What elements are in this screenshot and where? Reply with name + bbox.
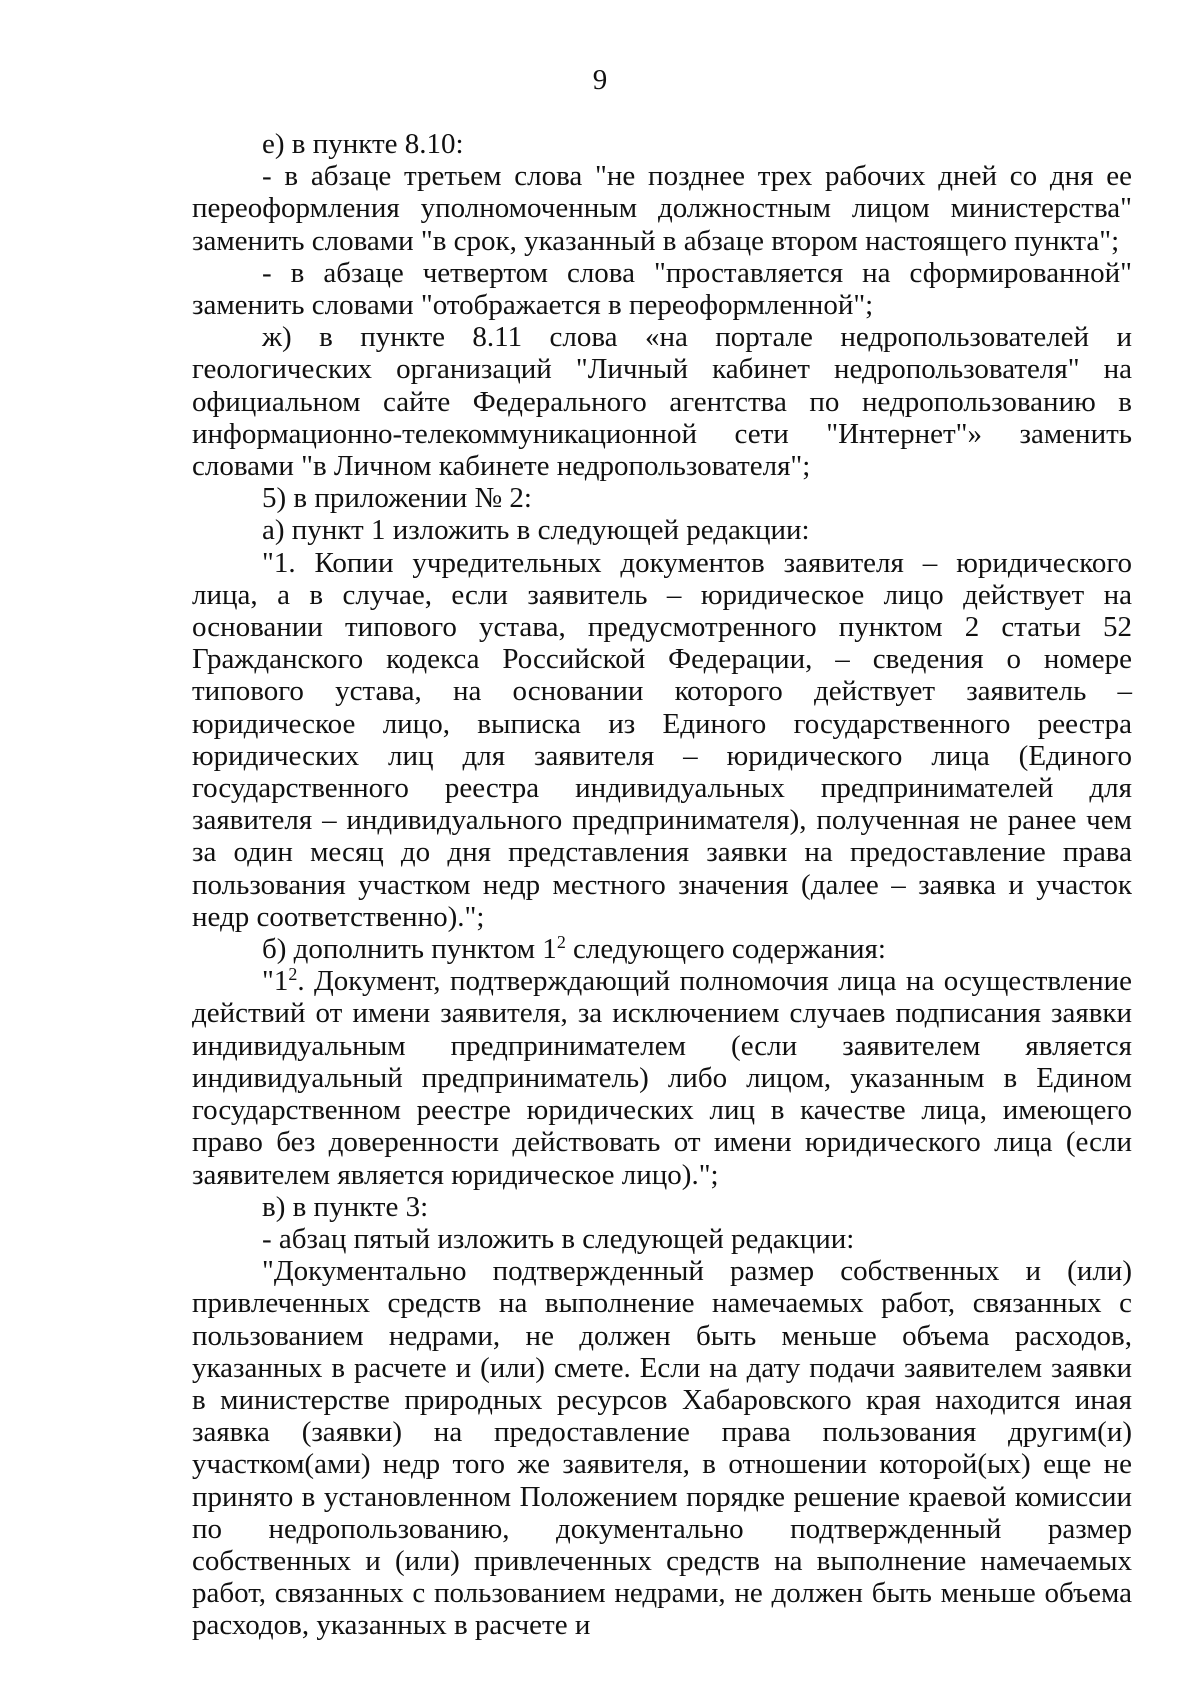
text-fragment: . Документ, подтверждающий полномочия лица на осуществление действий от имени заявителя, за исключением случаев подписания заявки индивидуальным предпринимателем (если заявителем является индивидуальный предприниматель) либо лицом, указанным в Едином государственном реестре юридических лиц в качестве лица, имеющего право без доверенности действовать от имени юридического лица (если заявителем является юридическое лицо)."; — [192, 965, 1132, 1191]
page-number: 9 — [592, 64, 608, 96]
paragraph-new-abzac: "Документально подтвержденный размер собственных и (или) привлеченных средств на выполнение намечаемых работ, связанных с пользованием недрами, не должен быть меньше объема расходов, указанных в расчете и (или) смете. Если на дату подачи заявителем заявки в министерстве природных ресурсов Хабаровского края находится иная заявка (заявки) на предоставление права пользования другим(и) участком(ами) недр того же заявителя, в отношении которой(ых) еще не принято в установленном Положением порядке решение краевой комиссии по недропользованию, документально подтвержденный размер собственных и (или) привлеченных средств на выполнение намечаемых работ, связанных с пользованием недрами, не должен быть меньше объема расходов, указанных в расчете и — [192, 1255, 1132, 1642]
superscript-number: 2 — [288, 964, 298, 985]
paragraph-item-5: 5) в приложении № 2: — [262, 482, 532, 515]
paragraph-subitem-v: в) в пункте 3: — [262, 1190, 429, 1223]
document-body — [192, 128, 1132, 1642]
paragraph-abzac-fourth: - в абзаце четвертом слова "проставляется на сформированной" заменить словами "отображается в переоформленной"; — [192, 256, 1132, 322]
paragraph-subitem-a: а) пункт 1 изложить в следующей редакции: — [262, 514, 810, 547]
paragraph-subitem-zh: ж) в пункте 8.11 слова «на портале недропользователей и геологических организаций "Личный кабинет недропользователя" на официальном сайте Федерального агентства по недропользованию в информационно-телекоммуникационной сети "Интернет"» заменить словами "в Личном кабинете недропользователя"; — [192, 321, 1132, 483]
paragraph-new-item-1: "1. Копии учредительных документов заявителя – юридического лица, а в случае, если заявитель – юридическое лицо действует на основании типового устава, предусмотренного пунктом 2 статьи 52 Гражданского кодекса Российской Федерации, – сведения о номере типового устава, на основании которого действует заявитель – юридическое лицо, выписка из Единого государственного реестра юридических лиц для заявителя – юридического лица (Единого государственного реестра индивидуальных предпринимателей для заявителя – индивидуального предпринимателя), полученная не ранее чем за один месяц до дня представления заявки на предоставление права пользования участком недр местного значения (далее – заявка и участок недр соответственно)."; — [192, 546, 1132, 933]
paragraph-new-item-1-2 — [192, 965, 1132, 1190]
superscript-number: 2 — [556, 932, 566, 953]
paragraph-subitem-e: е) в пункте 8.10: — [262, 128, 464, 160]
paragraph-subitem-b — [192, 933, 1132, 965]
paragraph-abzac-third: - в абзаце третьем слова "не позднее трех рабочих дней со дня ее переоформления уполномоченным должностным лицом министерства" заменить словами "в срок, указанный в абзаце втором настоящего пункта"; — [192, 160, 1132, 257]
text-fragment: следующего содержания: — [565, 933, 886, 966]
text-fragment: "1 — [262, 965, 289, 998]
text-fragment: б) дополнить пунктом 1 — [262, 933, 557, 966]
paragraph-abzac-fifth: - абзац пятый изложить в следующей редакции: — [262, 1222, 855, 1255]
